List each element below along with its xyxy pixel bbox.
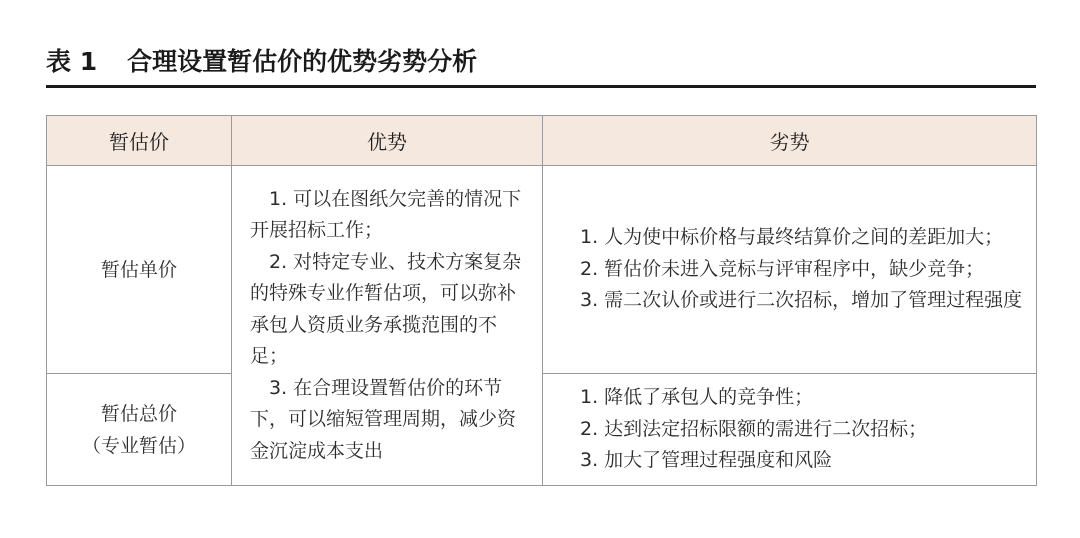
table-number: 表 1 bbox=[46, 47, 98, 76]
table-header-row bbox=[47, 116, 1037, 166]
header-estimate: 暂估价 bbox=[47, 116, 232, 166]
table-title-text: 合理设置暂估价的优势劣势分析 bbox=[127, 47, 478, 76]
header-advantages: 优势 bbox=[232, 116, 543, 166]
advantage-item: 1. 可以在图纸欠完善的情况下开展招标工作； bbox=[250, 187, 522, 242]
row-label-line: 暂估总价 bbox=[100, 402, 177, 425]
disadvantages-cell-total-price bbox=[543, 374, 1037, 486]
advantage-item: 2. 对特定专业、技术方案复杂的特殊专业作暂估项，可以弥补承包人资质业务承揽范围的不足； bbox=[250, 250, 522, 368]
table-row bbox=[47, 166, 1037, 374]
analysis-table bbox=[46, 115, 1037, 486]
disadvantage-item: 2. 暂估价未进入竞标与评审程序中，缺少竞争； bbox=[580, 257, 985, 280]
disadvantage-item: 3. 需二次认价或进行二次招标，增加了管理过程强度 bbox=[580, 289, 1023, 312]
advantages-cell bbox=[232, 166, 543, 486]
row-label-total-price bbox=[47, 374, 232, 486]
disadvantages-cell-unit-price bbox=[543, 166, 1037, 374]
disadvantage-item: 1. 人为使中标价格与最终结算价之间的差距加大； bbox=[580, 226, 1004, 249]
header-disadvantages: 劣势 bbox=[543, 116, 1037, 166]
table-title bbox=[46, 38, 477, 82]
title-divider bbox=[46, 85, 1036, 88]
disadvantage-item: 3. 加大了管理过程强度和风险 bbox=[580, 449, 833, 472]
disadvantage-item: 2. 达到法定招标限额的需进行二次招标； bbox=[580, 417, 928, 440]
row-label-unit-price: 暂估单价 bbox=[47, 166, 232, 374]
disadvantage-item: 1. 降低了承包人的竞争性； bbox=[580, 386, 814, 409]
advantage-item: 3. 在合理设置暂估价的环节下，可以缩短管理周期，减少资金沉淀成本支出 bbox=[250, 376, 517, 462]
row-label-line: （专业暂估） bbox=[81, 434, 196, 457]
